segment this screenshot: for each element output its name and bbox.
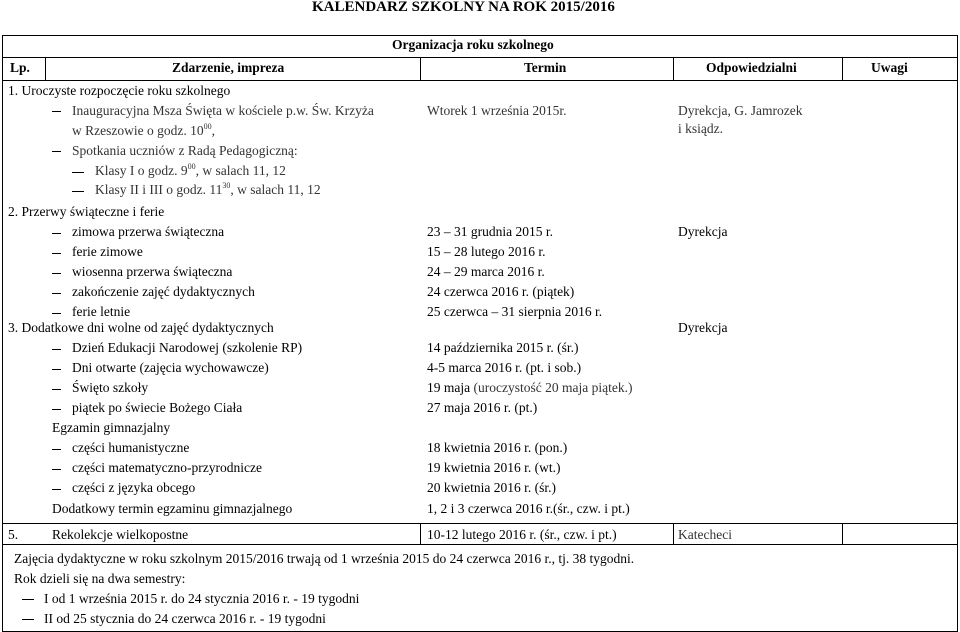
row5-top-border: [2, 523, 958, 524]
row1-term: Wtorek 1 września 2015r.: [427, 103, 567, 118]
row1-item2: Spotkania uczniów z Radą Pedagogiczną:: [72, 143, 298, 158]
semester-2: II od 25 stycznia do 24 czerwca 2016 r. - 19 tygodni: [44, 611, 326, 626]
summary-line1: Zajęcia dydaktyczne w roku szkolnym 2015/2016 trwają od 1 września 2015 do 24 czerwca 2016 r., tj. 38 tygodni.: [14, 551, 635, 566]
exam-heading: Egzamin gimnazjalny: [52, 420, 171, 435]
row3-term: 14 października 2015 r. (śr.): [427, 340, 579, 355]
row1-item1-line1: Inauguracyjna Msza Święta w kościele p.w. Św. Krzyża: [72, 103, 374, 118]
row2-item: ferie zimowe: [72, 244, 143, 259]
col-divider-event: [420, 57, 421, 80]
row5-event: Rekolekcje wielkopostne: [52, 527, 189, 542]
page-title: KALENDARZ SZKOLNY NA ROK 2015/2016: [312, 0, 615, 15]
table-border-top: [2, 35, 958, 36]
row3-term: 19 maja (uroczystość 20 maja piątek.): [427, 380, 633, 395]
dash-marker: [52, 111, 61, 112]
row5-lp: 5.: [8, 527, 19, 542]
row2-term: 25 czerwca – 31 sierpnia 2016 r.: [427, 304, 603, 319]
row2-term: 24 – 29 marca 2016 r.: [427, 264, 545, 279]
extra-exam-term: 1, 2 i 3 czerwca 2016 r.(śr., czw. i pt.): [427, 501, 630, 516]
col-divider-term-row5: [673, 523, 674, 544]
dash-marker: [52, 349, 61, 350]
summary-line2: Rok dzieli się na dwa semestry:: [14, 571, 186, 586]
dash-marker: [52, 313, 61, 314]
row2-responsible: Dyrekcja: [678, 224, 728, 239]
exam-item: części humanistyczne: [72, 440, 190, 455]
row1-heading: 1. Uroczyste rozpoczęcie roku szkolnego: [8, 83, 231, 98]
dash-marker: [52, 469, 61, 470]
row3-term: 4-5 marca 2016 r. (pt. i sob.): [427, 360, 582, 375]
row2-item: zimowa przerwa świąteczna: [72, 224, 225, 239]
row3-item: Święto szkoły: [72, 380, 149, 395]
row1-responsible-line1: Dyrekcja, G. Jamrozek: [678, 103, 803, 118]
dash-marker: [52, 273, 61, 274]
dash-marker: [52, 369, 61, 370]
dash-marker: [72, 191, 84, 192]
col-divider-term: [673, 57, 674, 80]
col-divider-event-row5: [420, 523, 421, 544]
header-term: Termin: [524, 60, 567, 75]
exam-term: 18 kwietnia 2016 r. (pon.): [427, 440, 568, 455]
dash-marker: [52, 389, 61, 390]
dash-marker: [52, 233, 61, 234]
row2-item: wiosenna przerwa świąteczna: [72, 264, 233, 279]
exam-term: 20 kwietnia 2016 r. (śr.): [427, 480, 556, 495]
header-lp: Lp.: [10, 60, 30, 75]
header-divider: [2, 80, 958, 81]
dash-marker: [52, 253, 61, 254]
dash-marker: [22, 599, 34, 600]
row1-item1-line2: w Rzeszowie o godz. $10^{00}$,: [72, 122, 215, 138]
semester-1: I od 1 września 2015 r. do 24 stycznia 2016 r. - 19 tygodni: [44, 591, 360, 606]
row1-responsible-line2: i ksiądz.: [678, 121, 723, 136]
row5-term: 10-12 lutego 2016 r. (śr., czw. i pt.): [427, 527, 617, 542]
row3-item: Dzień Edukacji Narodowej (szkolenie RP): [72, 340, 303, 355]
row2-term: 23 – 31 grudnia 2015 r.: [427, 224, 553, 239]
row2-item: ferie letnie: [72, 304, 131, 319]
row3-term: 27 maja 2016 r. (pt.): [427, 400, 538, 415]
header-responsible: Odpowiedzialni: [706, 60, 797, 75]
dash-marker: [52, 293, 61, 294]
row5-responsible: Katecheci: [678, 527, 732, 542]
dash-marker: [52, 409, 61, 410]
col-divider-responsible-row5: [842, 523, 843, 544]
col-divider-responsible: [842, 57, 843, 80]
row2-item: zakończenie zajęć dydaktycznych: [72, 284, 255, 299]
exam-item: części z języka obcego: [72, 480, 196, 495]
header-notes: Uwagi: [871, 60, 908, 75]
row3-heading: 3. Dodatkowe dni wolne od zajęć dydaktycznych: [8, 320, 274, 335]
dash-marker: [52, 449, 61, 450]
table-border-left: [2, 35, 3, 631]
extra-exam: Dodatkowy termin egzaminu gimnazjalnego: [52, 501, 293, 516]
row1-sub2: Klasy II i III o godz. $11^{30}$, w salach 11, 12: [95, 181, 321, 197]
header-event: Zdarzenie, impreza: [172, 60, 285, 75]
row2-term: 24 czerwca 2016 r. (piątek): [427, 284, 575, 299]
row2-term: 15 – 28 lutego 2016 r.: [427, 244, 546, 259]
exam-item: części matematyczno-przyrodnicze: [72, 460, 263, 475]
table-border-right: [957, 35, 958, 631]
row3-item: piątek po świecie Bożego Ciała: [72, 400, 243, 415]
row1-sub1: Klasy I o godz. $9^{00}$, w salach 11, 12: [95, 162, 286, 178]
row3-responsible: Dyrekcja: [678, 320, 728, 335]
row5-bottom-border: [2, 544, 958, 545]
exam-term: 19 kwietnia 2016 r. (wt.): [427, 460, 561, 475]
dash-marker: [52, 151, 61, 152]
section-divider: [2, 57, 958, 58]
dash-marker: [72, 172, 84, 173]
row3-item: Dni otwarte (zajęcia wychowawcze): [72, 360, 269, 375]
dash-marker: [22, 619, 34, 620]
row2-heading: 2. Przerwy świąteczne i ferie: [8, 204, 165, 219]
section-title: Organizacja roku szkolnego: [392, 37, 554, 52]
col-divider-lp: [45, 57, 46, 80]
dash-marker: [52, 489, 61, 490]
